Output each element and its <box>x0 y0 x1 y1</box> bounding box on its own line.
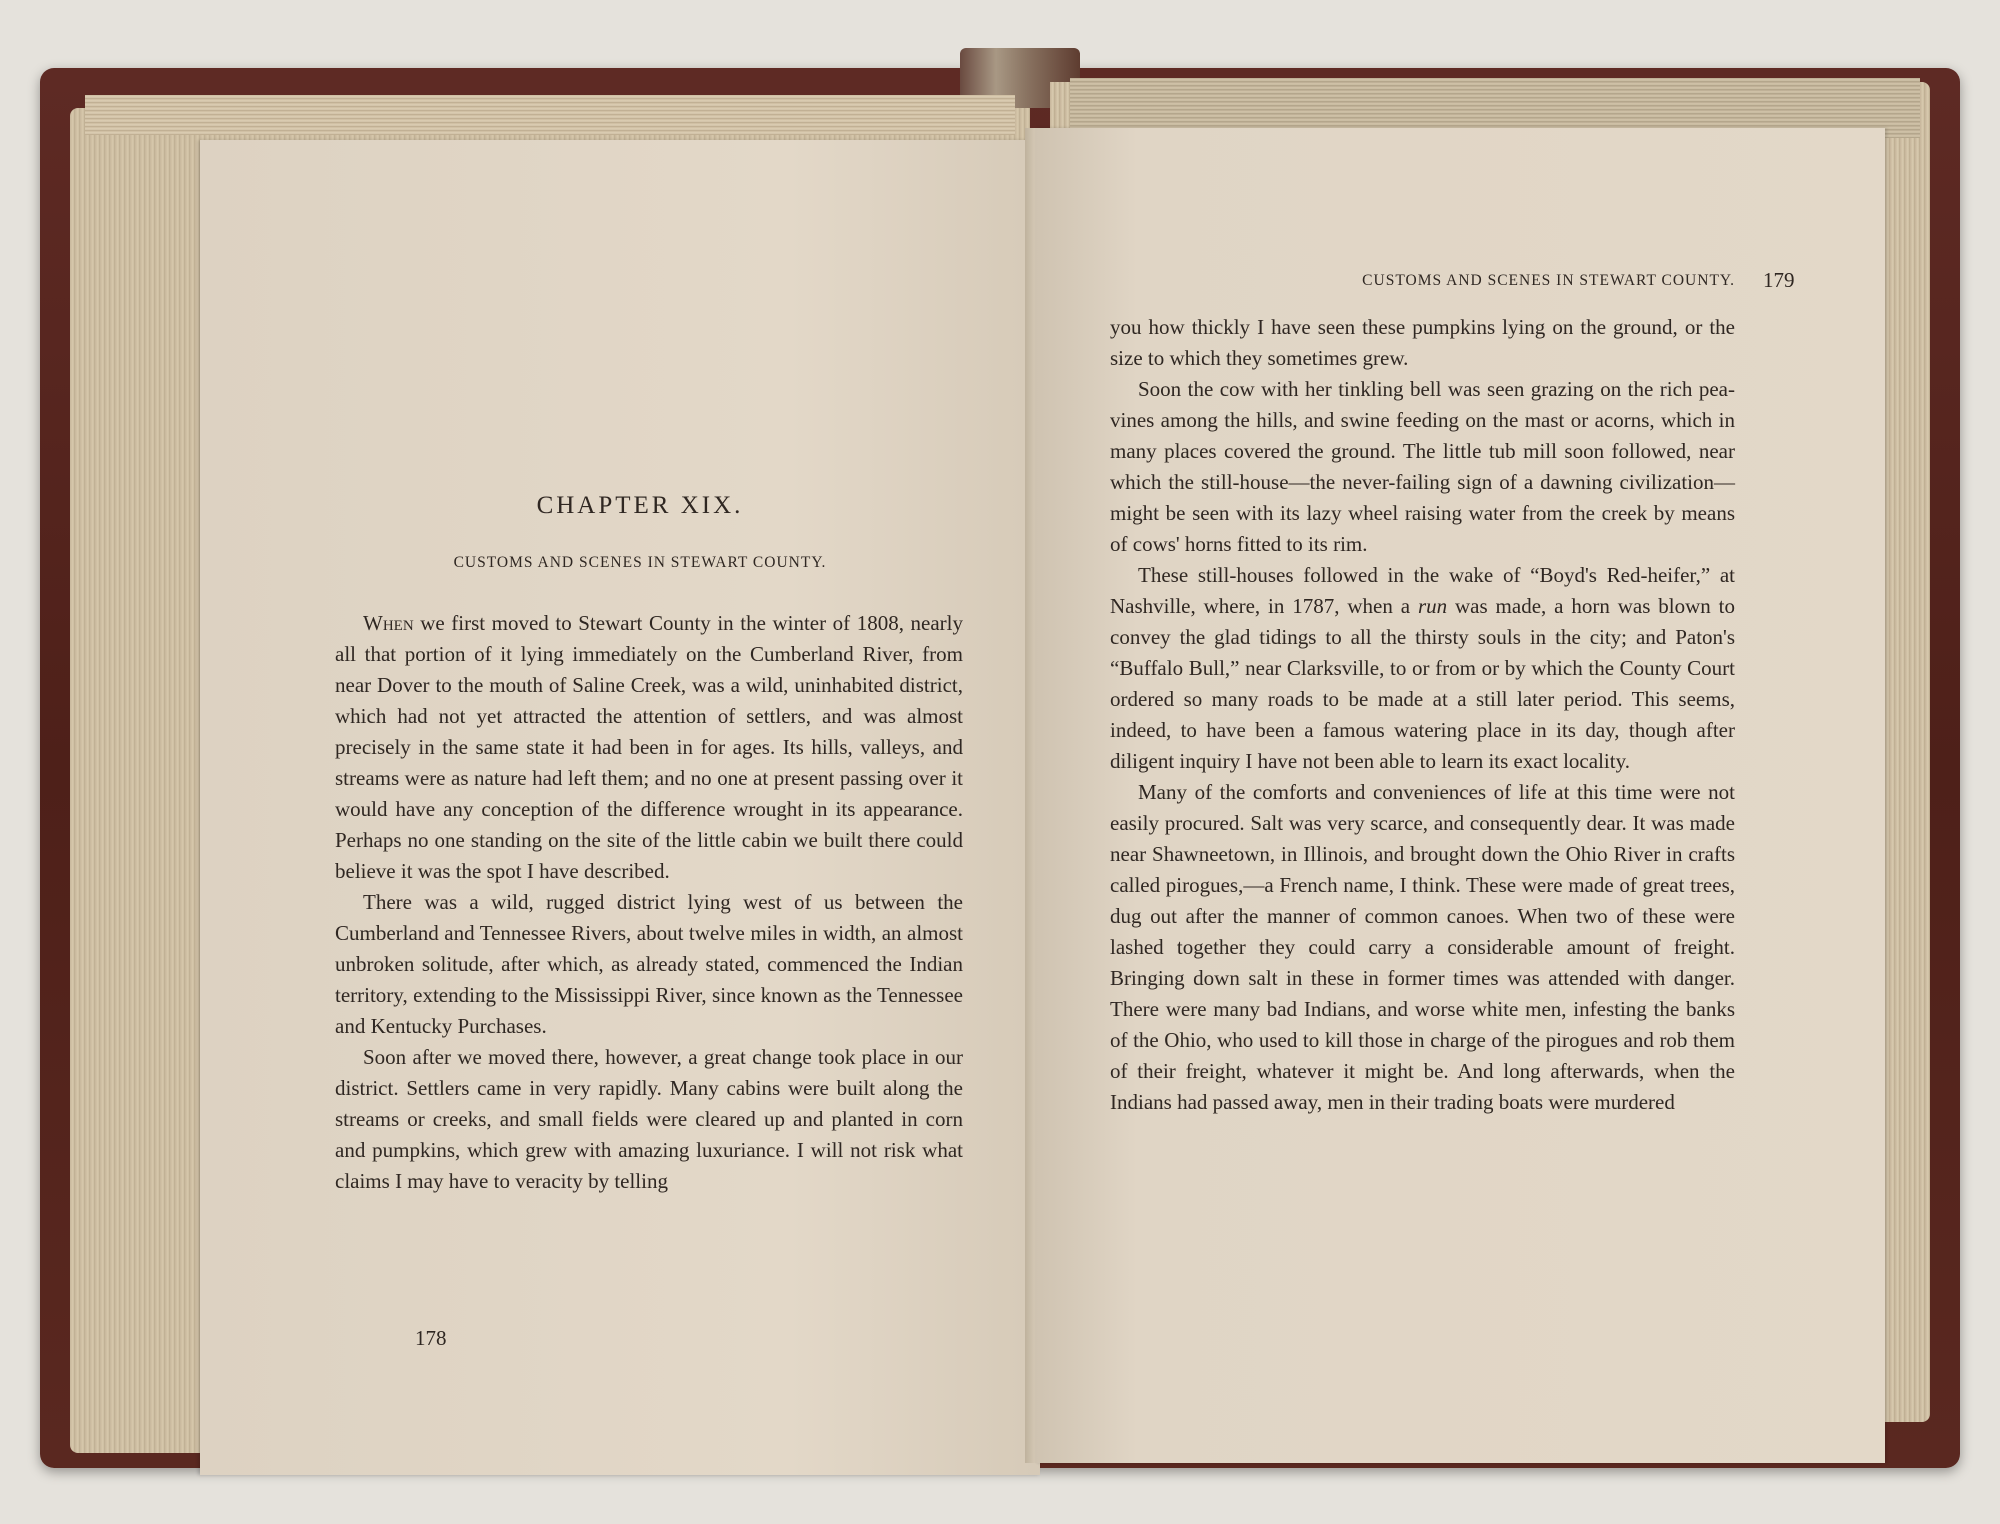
left-page-top-edges <box>85 95 1015 135</box>
paragraph: Soon the cow with her tinkling bell was seen grazing on the rich pea-vines among the hills, and swine feeding on the mast or acorns, which in many places covered the ground. The little tub mill soon followed, near which the still-house—the never-failing sign of a dawning civilization—might be seen with its lazy wheel raising water from the creek by means of cows' horns fitted to its rim. <box>1110 377 1735 556</box>
italic-word: run <box>1417 594 1448 618</box>
paragraph: Soon after we moved there, however, a great change took place in our district. Settlers came in very rapidly. Many cabins were built along the streams or creeks, and small fields were cleared up and planted in corn and pumpkins, which grew with amazing luxuriance. I will not risk what claims I may have to veracity by telling <box>335 1045 963 1193</box>
paragraph-text: we first moved to Stewart County in the winter of 1808, nearly all that portion of it lying immediately on the Cumberland River, from near Dover to the mouth of Saline Creek, was a wild, uninhabited district, which had not yet attracted the attention of settlers, and was almost precisely in the same state it had been in for ages. Its hills, valleys, and streams were as nature had left them; and no one at present passing over it would have any conception of the difference wrought in its appearance. Perhaps no one standing on the site of the little cabin we built there could believe it was the spot I have described. <box>335 611 963 883</box>
paragraph: Many of the comforts and conveniences of life at this time were not easily procured. Salt was very scarce, and consequently dear. It was made near Shawneetown, in Illinois, and brought down the Ohio River in crafts called pirogues,—a French name, I think. These were made of great trees, dug out after the manner of common canoes. When two of these were lashed together they could carry a considerable amount of freight. Bringing down salt in these in former times was attended with danger. There were many bad Indians, and worse white men, infesting the banks of the Ohio, who used to kill those in charge of the pirogues and rob them of their freight, whatever it might be. And long afterwards, when the Indians had passed away, men in their trading boats were murdered <box>1110 780 1735 1114</box>
drop-word: When <box>363 611 414 635</box>
paragraph-text: These still-houses followed in the wake of “Boyd's Red-heifer,” at Nashville, where, in 1787, when a <box>1110 563 1735 618</box>
paragraph-text: was made, a horn was blown to convey the glad tidings to all the thirsty souls in the city; and Paton's “Buffalo Bull,” near Clarksville, to or from or by which the County Court ordered so many roads to be made at a still later period. This seems, indeed, to have been a famous watering place in its day, though after diligent inquiry I have not been able to learn its exact locality. <box>1110 594 1735 773</box>
page-number: 179 <box>1763 268 1795 292</box>
paragraph: you how thickly I have seen these pumpkins lying on the ground, or the size to which they sometimes grew. <box>1110 315 1735 370</box>
chapter-subtitle: CUSTOMS AND SCENES IN STEWART COUNTY. <box>453 554 827 571</box>
paragraph <box>335 608 963 887</box>
running-head: CUSTOMS AND SCENES IN STEWART COUNTY. <box>1362 272 1735 289</box>
left-page-body <box>335 608 963 1197</box>
paragraph: There was a wild, rugged district lying west of us between the Cumberland and Tennessee Rivers, about twelve miles in width, an almost unbroken solitude, after which, as already stated, commenced the Indian territory, extending to the Mississippi River, since known as the Tennessee and Kentucky Purchases. <box>335 890 963 1038</box>
right-page-body <box>1110 312 1735 1118</box>
page-number: 178 <box>415 1326 447 1350</box>
left-page <box>200 140 1040 1475</box>
chapter-title: CHAPTER XIX. <box>536 492 744 519</box>
right-page <box>1035 128 1885 1463</box>
paragraph <box>1110 560 1735 777</box>
